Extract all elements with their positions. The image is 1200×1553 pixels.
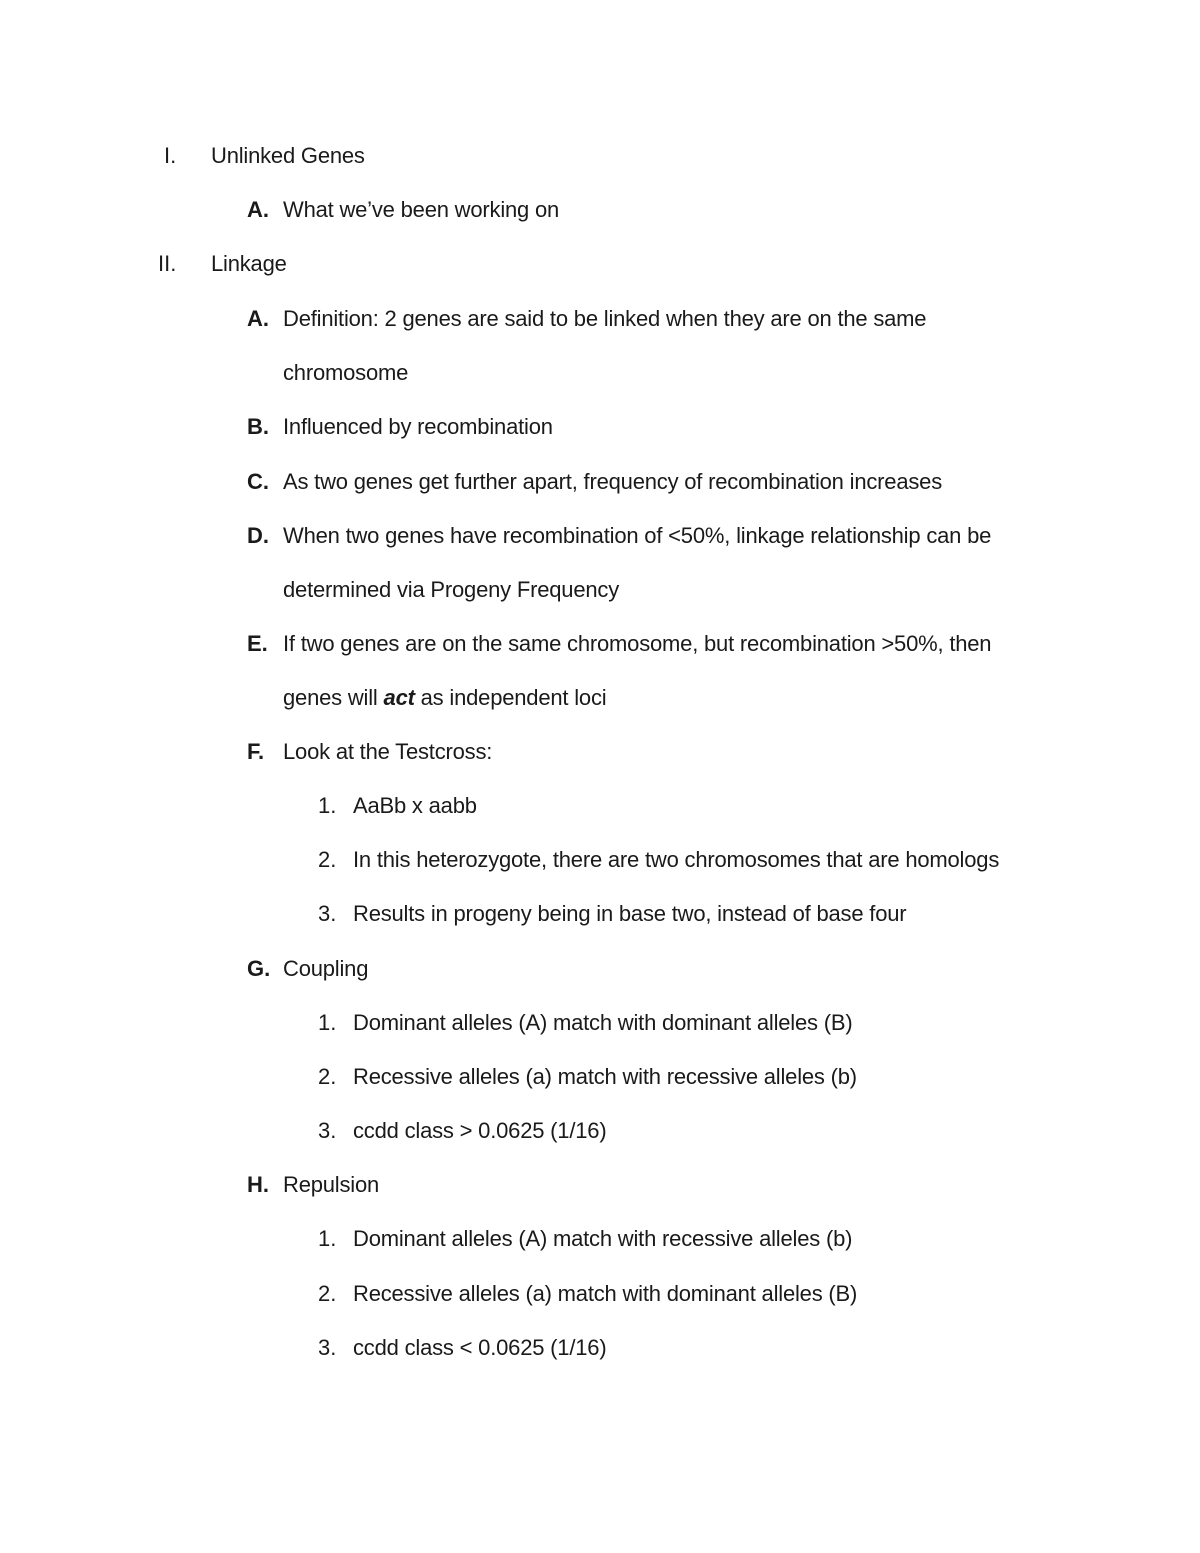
item-marker: H. (247, 1172, 269, 1197)
subitem-text: ccdd class > 0.0625 (1/16) (353, 1118, 607, 1143)
subitem-marker: 3. (318, 1335, 337, 1360)
item-text: Coupling (283, 956, 369, 981)
item-text-continuation: chromosome (283, 360, 409, 385)
subitem-text: Recessive alleles (a) match with recessive alleles (b) (353, 1064, 857, 1089)
section-heading-unlinked-genes: Unlinked Genes (211, 143, 365, 168)
item-marker: C. (247, 469, 269, 494)
item-text-continuation (283, 684, 606, 712)
subitem-marker: 2. (318, 1281, 337, 1306)
item-text: As two genes get further apart, frequency of recombination increases (283, 469, 942, 494)
item-text-continuation: determined via Progeny Frequency (283, 577, 620, 602)
subitem-marker: 1. (318, 793, 337, 818)
subitem-text: In this heterozygote, there are two chromosomes that are homologs (353, 847, 1000, 872)
section-marker: II. (158, 251, 177, 276)
item-text: Influenced by recombination (283, 414, 553, 439)
item-marker: F. (247, 739, 265, 764)
item-marker: B. (247, 414, 269, 439)
subitem-text: Results in progeny being in base two, instead of base four (353, 901, 907, 926)
text-run: as independent loci (414, 685, 607, 710)
item-marker: E. (247, 631, 268, 656)
subitem-text: Recessive alleles (a) match with dominant alleles (B) (353, 1281, 858, 1306)
item-text: Repulsion (283, 1172, 380, 1197)
item-marker: A. (247, 306, 269, 331)
section-heading-linkage: Linkage (211, 251, 287, 276)
item-text: What we’ve been working on (283, 197, 560, 222)
item-text: If two genes are on the same chromosome, but recombination >50%, then (283, 631, 992, 656)
subitem-marker: 3. (318, 1118, 337, 1143)
item-marker: D. (247, 523, 269, 548)
text-run: genes will (283, 685, 384, 710)
subitem-marker: 1. (318, 1010, 337, 1035)
emphasis-text: act (383, 685, 415, 710)
item-text: When two genes have recombination of <50%, linkage relationship can be (283, 523, 992, 548)
item-text: Definition: 2 genes are said to be linked when they are on the same (283, 306, 927, 331)
subitem-text: Dominant alleles (A) match with recessive alleles (b) (353, 1226, 853, 1251)
item-text: Look at the Testcross: (283, 739, 493, 764)
subitem-marker: 3. (318, 901, 337, 926)
subitem-marker: 2. (318, 1064, 337, 1089)
item-marker: A. (247, 197, 269, 222)
item-marker: G. (247, 956, 271, 981)
subitem-text: ccdd class < 0.0625 (1/16) (353, 1335, 607, 1360)
subitem-text: Dominant alleles (A) match with dominant alleles (B) (353, 1010, 853, 1035)
subitem-text: AaBb x aabb (353, 793, 477, 818)
subitem-marker: 2. (318, 847, 337, 872)
subitem-marker: 1. (318, 1226, 337, 1251)
section-marker: I. (164, 143, 177, 168)
